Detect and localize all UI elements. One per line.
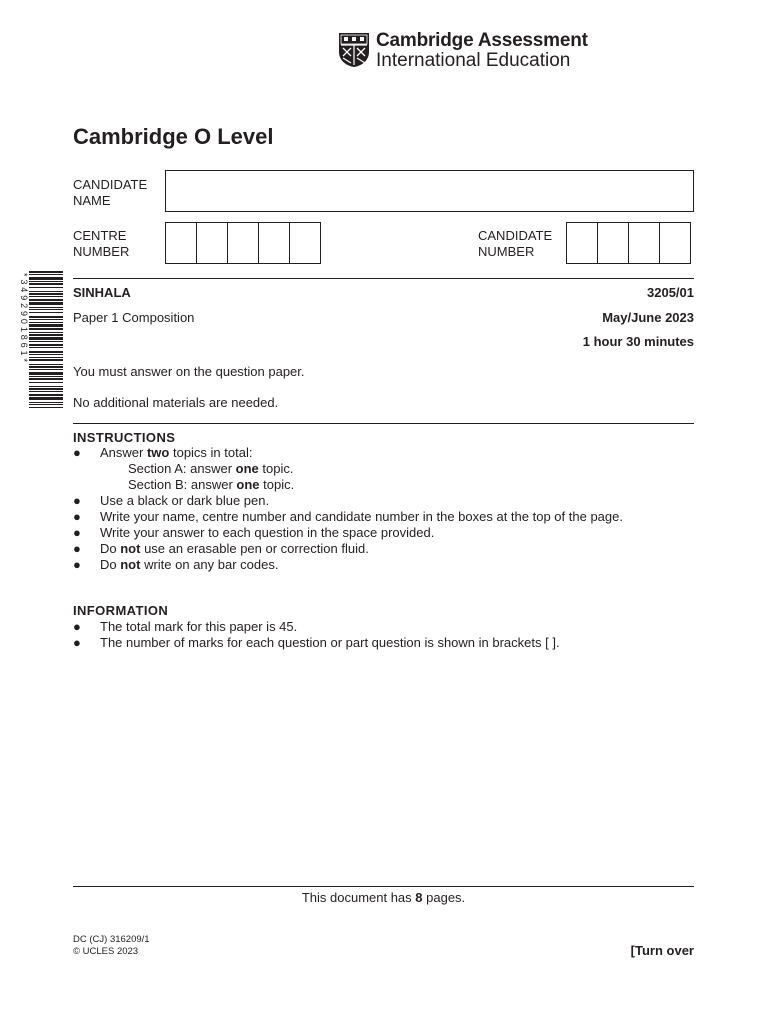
barcode-bar [29, 402, 63, 403]
instructions-list [73, 445, 694, 573]
barcode-bar [29, 391, 63, 392]
candidate-number-box[interactable] [597, 222, 629, 264]
barcode-bar [29, 302, 63, 305]
candidate-number-boxes[interactable] [566, 222, 691, 264]
centre-number-label-line1: CENTRE [73, 228, 127, 243]
materials-note: No additional materials are needed. [73, 395, 279, 410]
barcode-bar [29, 394, 63, 396]
candidate-number-box[interactable] [566, 222, 598, 264]
barcode-bar [29, 324, 63, 327]
centre-number-box[interactable] [165, 222, 197, 264]
list-item [73, 635, 694, 651]
answer-note: You must answer on the question paper. [73, 364, 305, 379]
document-reference [73, 934, 150, 958]
centre-number-label [73, 228, 129, 260]
list-item [73, 445, 694, 461]
barcode-bar [29, 296, 63, 297]
bullet-icon: ● [73, 619, 81, 634]
candidate-name-field[interactable] [165, 170, 694, 212]
barcode-bar [29, 299, 63, 301]
barcode-text [15, 273, 29, 409]
list-item [73, 541, 694, 557]
barcode-bar [29, 372, 63, 375]
barcode-bar [29, 319, 63, 320]
divider [73, 278, 694, 279]
barcode-bar [29, 366, 63, 368]
barcode-bar [29, 376, 63, 377]
turn-over-note: [Turn over [630, 943, 694, 958]
barcode-bar [29, 293, 63, 295]
instruction-text: Do not write on any bar codes. [100, 557, 279, 572]
barcode-bar [29, 316, 63, 318]
paper-title: Paper 1 Composition [73, 310, 195, 325]
candidate-name-label-line2: NAME [73, 193, 111, 208]
list-item [73, 557, 694, 573]
candidate-name-label [73, 177, 147, 209]
instructions-heading: INSTRUCTIONS [73, 430, 176, 445]
barcode-bar [29, 369, 63, 370]
centre-number-box[interactable] [196, 222, 228, 264]
instruction-subtext: Section B: answer one topic. [128, 477, 295, 492]
cambridge-logo [338, 30, 588, 72]
barcode-bar [29, 344, 63, 346]
barcode-bar [29, 281, 63, 282]
barcode-bar [29, 332, 63, 333]
barcode-bar [29, 386, 63, 387]
list-item [73, 509, 694, 525]
barcode-bar [29, 378, 63, 380]
barcode-bar [29, 307, 63, 308]
candidate-number-label [478, 228, 552, 260]
centre-number-box[interactable] [289, 222, 321, 264]
barcode-bar [29, 354, 63, 355]
information-text: The total mark for this paper is 45. [100, 619, 298, 634]
candidate-number-box[interactable] [659, 222, 691, 264]
barcode-bar [29, 347, 63, 348]
footer-divider [73, 886, 694, 887]
barcode-bar [29, 357, 63, 358]
barcode-bar [29, 351, 63, 353]
barcode-bar [29, 382, 63, 383]
list-item [73, 493, 694, 509]
bullet-icon: ● [73, 509, 81, 524]
instruction-text: Do not use an erasable pen or correction fluid. [100, 541, 369, 556]
information-list [73, 619, 694, 651]
candidate-number-label-line1: CANDIDATE [478, 228, 553, 243]
barcode-bar [29, 364, 63, 365]
instruction-text: Write your name, centre number and candidate number in the boxes at the top of the page. [100, 509, 623, 524]
barcode-bar [29, 359, 63, 361]
instruction-text: Answer two topics in total: [100, 445, 253, 460]
candidate-name-label-line1: CANDIDATE [73, 177, 148, 192]
centre-number-label-line2: NUMBER [73, 244, 130, 259]
list-item [73, 461, 694, 477]
bullet-icon: ● [73, 525, 81, 540]
candidate-number-box[interactable] [628, 222, 660, 264]
barcode-bar [29, 287, 63, 288]
barcode [29, 271, 63, 411]
barcode-number: *3492901861* [19, 273, 29, 365]
barcode-bar [29, 271, 63, 273]
barcode-bar [29, 277, 63, 280]
information-heading: INFORMATION [73, 603, 169, 618]
cambridge-shield-icon [338, 32, 370, 68]
information-text: The number of marks for each question or part question is shown in brackets [ ]. [100, 635, 560, 650]
list-item [73, 525, 694, 541]
barcode-bar [29, 404, 63, 405]
divider [73, 423, 694, 424]
subject-name: SINHALA [73, 285, 131, 300]
barcode-graphic [29, 271, 63, 411]
barcode-bar [29, 274, 63, 275]
centre-number-box[interactable] [258, 222, 290, 264]
bullet-icon: ● [73, 445, 81, 460]
bullet-icon: ● [73, 493, 81, 508]
centre-number-boxes[interactable] [165, 222, 321, 264]
paper-code: 3205/01 [647, 285, 694, 300]
copyright: © UCLES 2023 [73, 946, 139, 957]
barcode-bar [29, 328, 63, 330]
barcode-bar [29, 334, 63, 336]
barcode-bar [29, 407, 63, 408]
barcode-bar [29, 337, 63, 340]
barcode-bar [29, 312, 63, 313]
list-item [73, 477, 694, 493]
instruction-text: Use a black or dark blue pen. [100, 493, 270, 508]
barcode-bar [29, 283, 63, 285]
barcode-bar [29, 291, 63, 292]
list-item [73, 619, 694, 635]
centre-number-box[interactable] [227, 222, 259, 264]
instruction-text: Write your answer to each question in the space provided. [100, 525, 435, 540]
bullet-icon: ● [73, 635, 81, 650]
exam-session: May/June 2023 [602, 310, 694, 325]
qualification-title: Cambridge O Level [73, 124, 274, 149]
exam-duration: 1 hour 30 minutes [582, 334, 694, 349]
candidate-number-label-line2: NUMBER [478, 244, 535, 259]
barcode-bar [29, 397, 63, 400]
logo-line-1: Cambridge Assessment [376, 30, 588, 51]
bullet-icon: ● [73, 557, 81, 572]
instruction-subtext: Section A: answer one topic. [128, 461, 294, 476]
barcode-bar [29, 388, 63, 390]
bullet-icon: ● [73, 541, 81, 556]
document-code: DC (CJ) 316209/1 [73, 934, 150, 945]
logo-line-2: International Education [376, 50, 571, 71]
barcode-bar [29, 322, 63, 323]
barcode-bar [29, 341, 63, 342]
page-count: This document has 8 pages. [301, 890, 466, 905]
barcode-bar [29, 309, 63, 310]
